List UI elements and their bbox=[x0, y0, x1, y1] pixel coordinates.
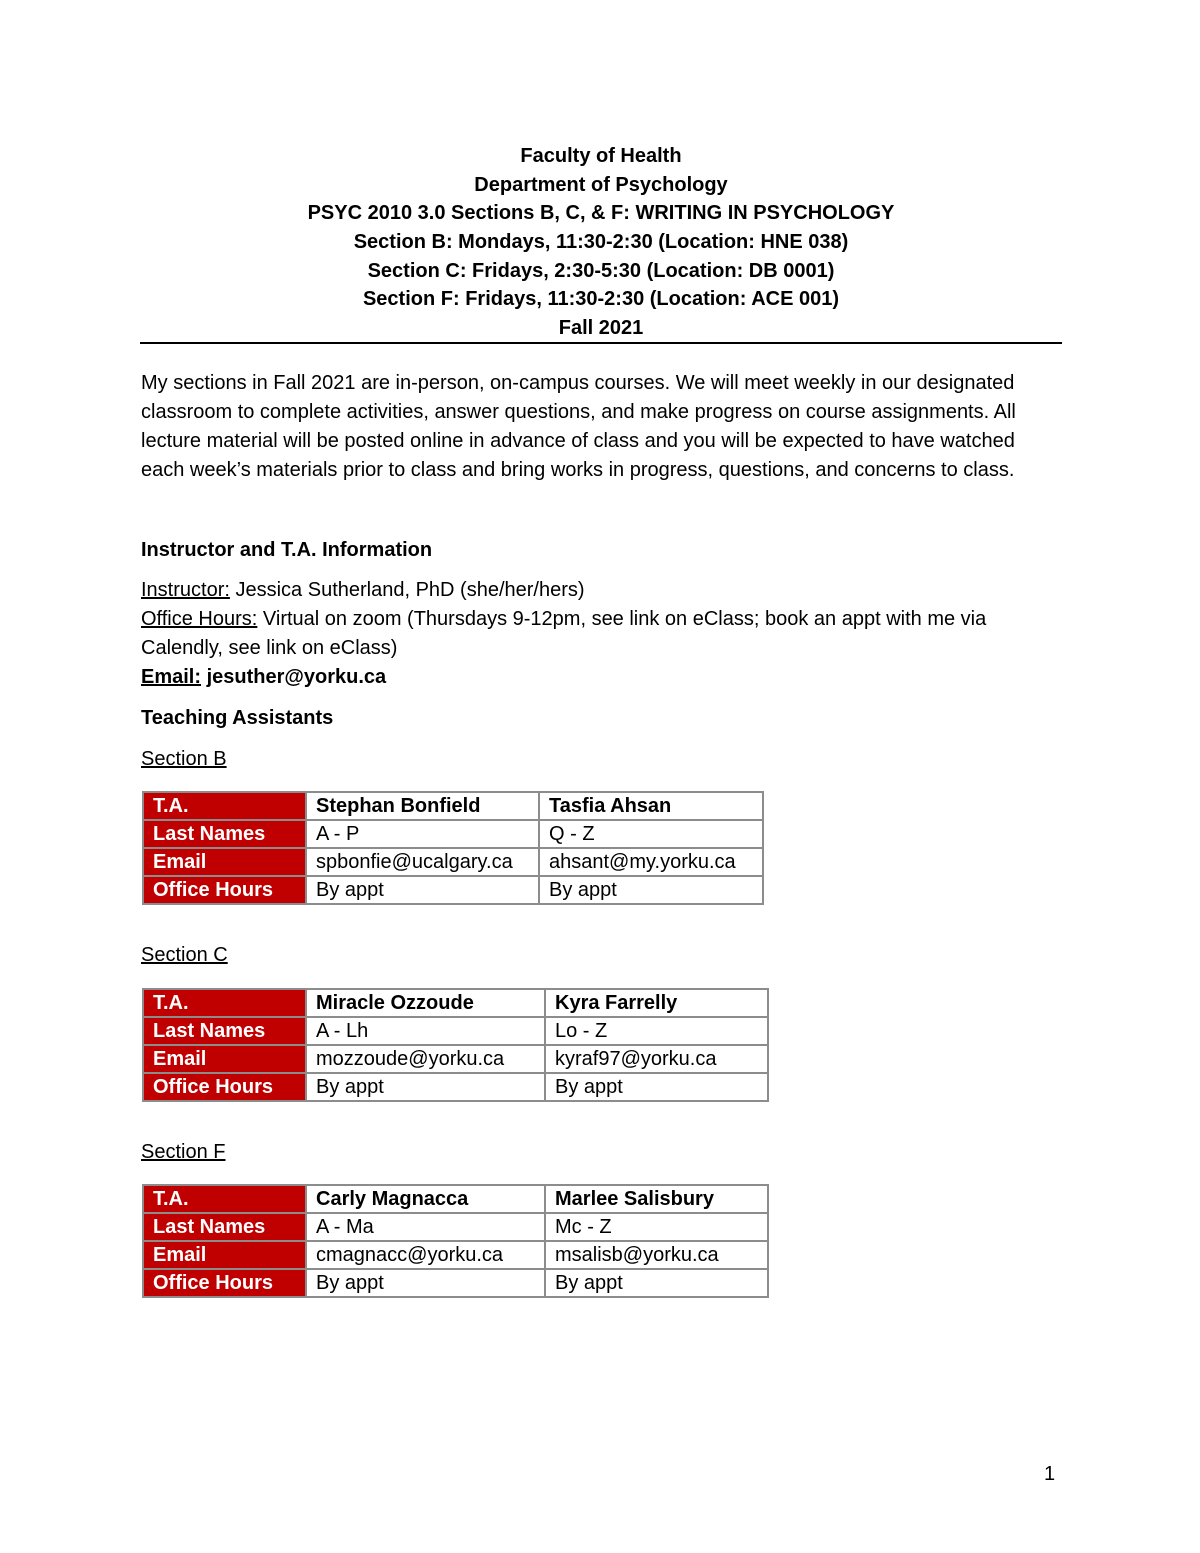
table-row bbox=[143, 1213, 768, 1241]
header-divider bbox=[140, 342, 1062, 344]
ta-name: Tasfia Ahsan bbox=[539, 792, 763, 820]
row-header-email: Email bbox=[143, 1045, 306, 1073]
teaching-assistants-heading: Teaching Assistants bbox=[141, 707, 334, 729]
row-header-office-hours: Office Hours bbox=[143, 1269, 306, 1297]
table-row bbox=[143, 848, 763, 876]
ta-office-hours: By appt bbox=[306, 1269, 545, 1297]
table-row bbox=[143, 1073, 768, 1101]
table-row bbox=[143, 1017, 768, 1045]
faculty-title: Faculty of Health bbox=[520, 145, 682, 167]
ta-last-names: A - Ma bbox=[306, 1213, 545, 1241]
ta-office-hours: By appt bbox=[306, 876, 539, 904]
section-c-schedule: Section C: Fridays, 2:30-5:30 (Location: DB 0001) bbox=[367, 259, 835, 282]
ta-name: Stephan Bonfield bbox=[306, 792, 539, 820]
section-f-label: Section F bbox=[141, 1141, 226, 1163]
section-f-schedule: Section F: Fridays, 11:30-2:30 (Location: ACE 001) bbox=[362, 288, 840, 311]
ta-name: Marlee Salisbury bbox=[545, 1185, 768, 1213]
term-title: Fall 2021 bbox=[558, 317, 644, 340]
table-row bbox=[143, 1241, 768, 1269]
section-b-label: Section B bbox=[141, 748, 227, 770]
ta-name: Kyra Farrelly bbox=[545, 989, 768, 1017]
office-hours-label: Office Hours: bbox=[141, 608, 258, 630]
ta-last-names: Mc - Z bbox=[545, 1213, 768, 1241]
office-hours-row bbox=[141, 605, 1061, 663]
ta-last-names: A - P bbox=[306, 820, 539, 848]
ta-email: cmagnacc@yorku.ca bbox=[306, 1241, 545, 1269]
ta-office-hours: By appt bbox=[545, 1269, 768, 1297]
intro-paragraph bbox=[141, 369, 1061, 485]
section-b-schedule: Section B: Mondays, 11:30-2:30 (Location: HNE 038) bbox=[353, 231, 849, 254]
section-f-table bbox=[142, 1184, 769, 1298]
instructor-info bbox=[141, 576, 1061, 692]
document-header bbox=[140, 142, 1062, 343]
row-header-office-hours: Office Hours bbox=[143, 876, 306, 904]
row-header-last-names: Last Names bbox=[143, 1017, 306, 1045]
table-row bbox=[143, 1269, 768, 1297]
email-value: jesuther@yorku.ca bbox=[201, 666, 387, 688]
section-b-table bbox=[142, 791, 764, 905]
instructor-row bbox=[141, 576, 1061, 605]
row-header-ta: T.A. bbox=[143, 989, 306, 1017]
ta-name: Miracle Ozzoude bbox=[306, 989, 545, 1017]
ta-email: ahsant@my.yorku.ca bbox=[539, 848, 763, 876]
instructor-label: Instructor: bbox=[141, 579, 230, 601]
section-c-table bbox=[142, 988, 769, 1102]
table-row bbox=[143, 989, 768, 1017]
row-header-email: Email bbox=[143, 1241, 306, 1269]
ta-email: mozzoude@yorku.ca bbox=[306, 1045, 545, 1073]
table-row bbox=[143, 1045, 768, 1073]
office-hours-value: Virtual on zoom (Thursdays 9-12pm, see link on eClass; book an appt with me via Calendly, see link on eClass) bbox=[141, 608, 987, 659]
ta-last-names: Q - Z bbox=[539, 820, 763, 848]
row-header-ta: T.A. bbox=[143, 792, 306, 820]
row-header-office-hours: Office Hours bbox=[143, 1073, 306, 1101]
department-title: Department of Psychology bbox=[474, 173, 728, 196]
table-row bbox=[143, 876, 763, 904]
ta-office-hours: By appt bbox=[539, 876, 763, 904]
email-row bbox=[141, 663, 1061, 692]
course-title: PSYC 2010 3.0 Sections B, C, & F: WRITING IN PSYCHOLOGY bbox=[307, 202, 895, 225]
row-header-email: Email bbox=[143, 848, 306, 876]
email-label: Email: bbox=[141, 666, 202, 688]
ta-name: Carly Magnacca bbox=[306, 1185, 545, 1213]
page-number: 1 bbox=[1044, 1463, 1056, 1485]
ta-last-names: A - Lh bbox=[306, 1017, 545, 1045]
table-row bbox=[143, 820, 763, 848]
instructor-value: Jessica Sutherland, PhD (she/her/hers) bbox=[229, 579, 585, 601]
ta-last-names: Lo - Z bbox=[545, 1017, 768, 1045]
instructor-heading: Instructor and T.A. Information bbox=[141, 539, 433, 561]
table-row bbox=[143, 792, 763, 820]
ta-email: msalisb@yorku.ca bbox=[545, 1241, 768, 1269]
table-row bbox=[143, 1185, 768, 1213]
intro-text: My sections in Fall 2021 are in-person, on-campus courses. We will meet weekly in our designated classroom to complete activities, answer questions, and make progress on course assignments. All lecture material will be posted online in advance of class and you will be expected to have watched each week’s materials prior to class and bring works in progress, questions, and concerns to class. bbox=[141, 372, 1016, 481]
row-header-last-names: Last Names bbox=[143, 1213, 306, 1241]
row-header-ta: T.A. bbox=[143, 1185, 306, 1213]
ta-email: kyraf97@yorku.ca bbox=[545, 1045, 768, 1073]
ta-office-hours: By appt bbox=[545, 1073, 768, 1101]
ta-office-hours: By appt bbox=[306, 1073, 545, 1101]
ta-email: spbonfie@ucalgary.ca bbox=[306, 848, 539, 876]
section-c-label: Section C bbox=[141, 944, 228, 966]
row-header-last-names: Last Names bbox=[143, 820, 306, 848]
